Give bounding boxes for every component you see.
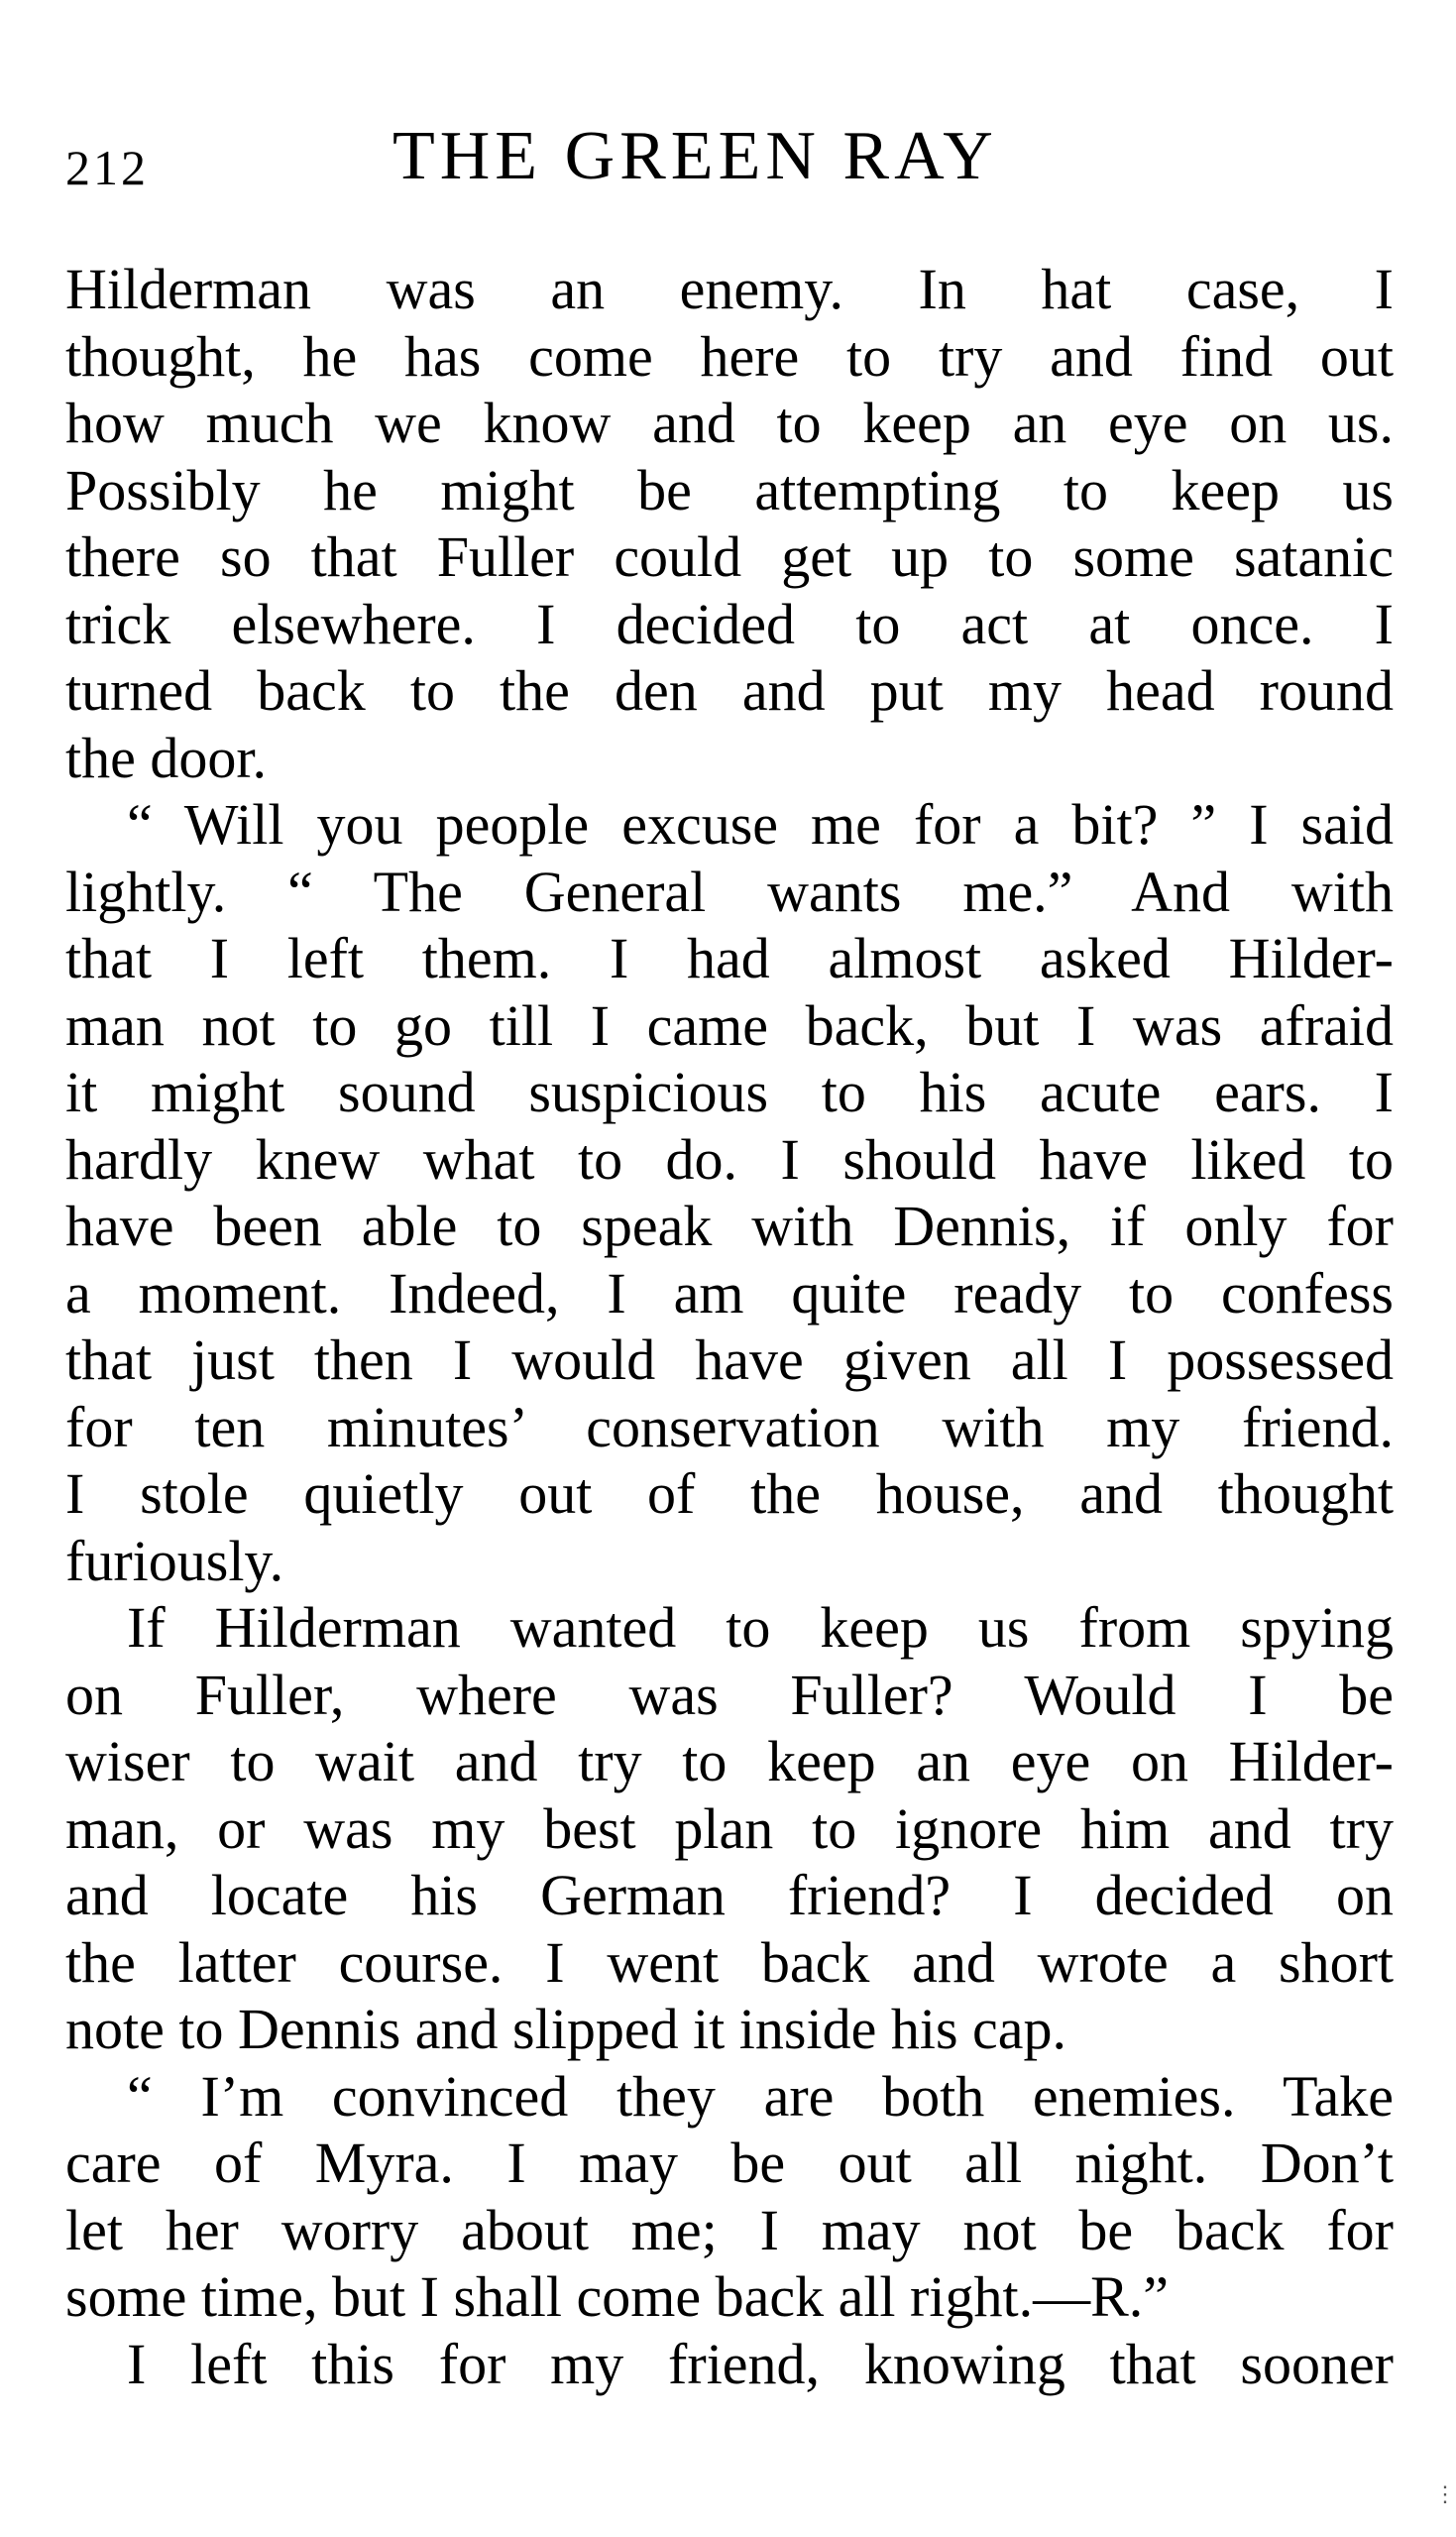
text-line: Hilderman was an enemy. In hat case, I [65, 257, 1394, 321]
text-line: that just then I would have given all I possessed [65, 1327, 1394, 1392]
text-line: there so that Fuller could get up to some satanic [65, 524, 1394, 589]
text-line: If Hilderman wanted to keep us from spying [127, 1595, 1394, 1660]
text-line: let her worry about me; I may not be back for [65, 2197, 1394, 2262]
text-line: that I left them. I had almost asked Hilder- [65, 926, 1394, 990]
page-number: 212 [65, 140, 149, 195]
text-line: lightly. “ The General wants me.” And with [65, 859, 1394, 924]
text-line: hardly knew what to do. I should have liked to [65, 1126, 1394, 1192]
text-line: have been able to speak with Dennis, if only for [65, 1194, 1394, 1258]
text-line: note to Dennis and slipped it inside his cap. [65, 1997, 1067, 2061]
text-line: care of Myra. I may be out all night. Don’t [65, 2131, 1394, 2195]
text-line: I left this for my friend, knowing that sooner [127, 2331, 1394, 2396]
text-line: wiser to wait and try to keep an eye on Hilder- [65, 1729, 1394, 1793]
page-header [65, 117, 1394, 206]
text-line: I stole quietly out of the house, and thought [65, 1461, 1394, 1526]
text-line: trick elsewhere. I decided to act at once. I [65, 591, 1394, 656]
text-line: and locate his German friend? I decided on [65, 1863, 1394, 1927]
scan-edge-mark: ⋮ [1434, 2481, 1456, 2506]
text-line: thought, he has come here to try and find out [65, 323, 1394, 389]
text-line: a moment. Indeed, I am quite ready to confess [65, 1260, 1394, 1326]
text-line: “ I’m convinced they are both enemies. Take [127, 2063, 1394, 2129]
text-line: on Fuller, where was Fuller? Would I be [65, 1662, 1394, 1727]
text-line: man not to go till I came back, but I was afraid [65, 992, 1394, 1058]
running-title: THE GREEN RAY [392, 118, 998, 194]
text-line: the door. [65, 725, 267, 790]
body-text [65, 256, 1394, 2397]
text-line: some time, but I shall come back all right.—R.” [65, 2264, 1170, 2329]
text-line: the latter course. I went back and wrote a short [65, 1929, 1394, 1995]
text-line: Possibly he might be attempting to keep us [65, 457, 1394, 522]
text-line: turned back to the den and put my head round [65, 658, 1394, 723]
text-line: for ten minutes’ conservation with my friend. [65, 1394, 1394, 1459]
text-line: it might sound suspicious to his acute ears. I [65, 1060, 1394, 1124]
text-line: how much we know and to keep an eye on us. [65, 391, 1394, 455]
text-line: “ Will you people excuse me for a bit? ” I said [127, 792, 1394, 857]
text-line: man, or was my best plan to ignore him and try [65, 1795, 1394, 1861]
text-line: furiously. [65, 1528, 284, 1593]
